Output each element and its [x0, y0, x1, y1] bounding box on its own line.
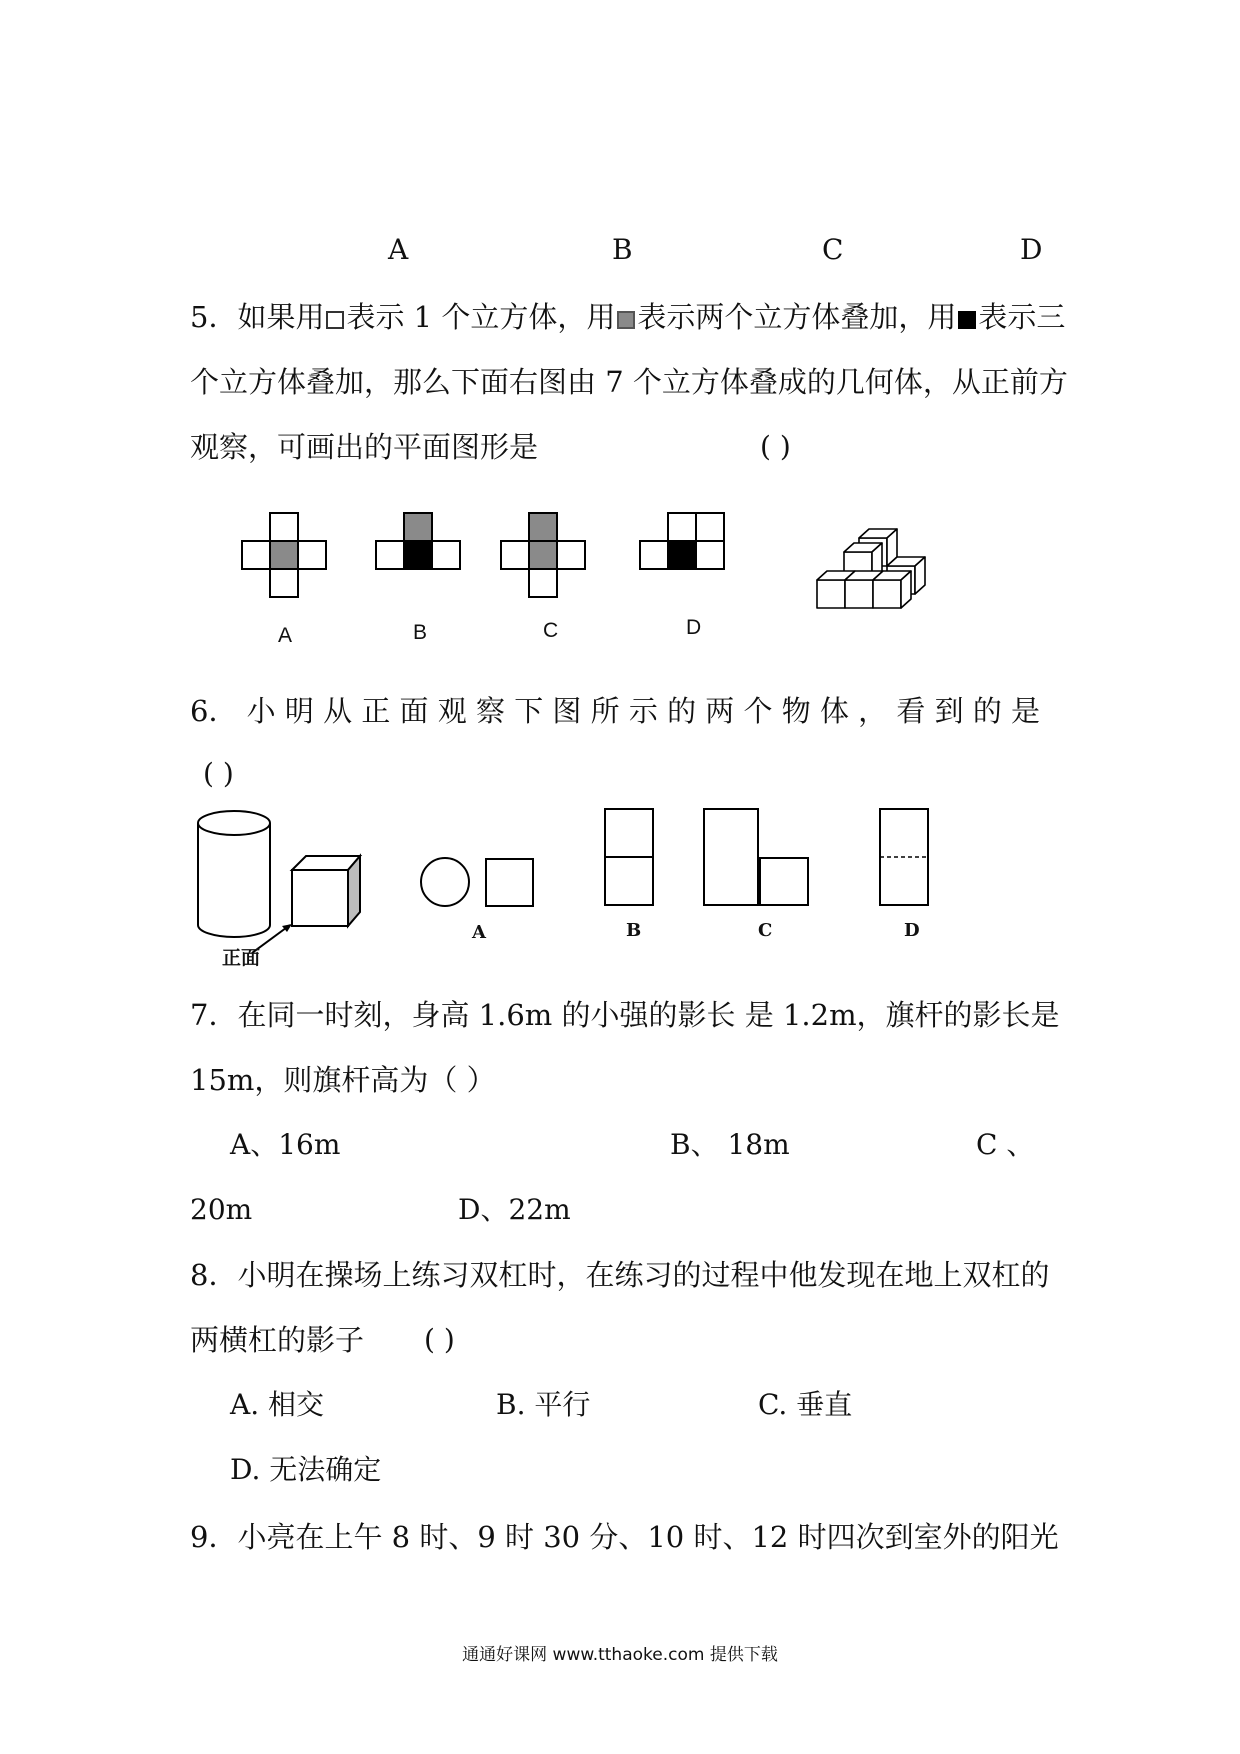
page-footer: 通通好课网 www.tthaoke.com 提供下载 — [462, 1645, 778, 1665]
q8-line-2: 两横杠的影子 — [190, 1323, 365, 1357]
q4-option-d: D — [1020, 233, 1043, 266]
q4-option-c: C — [822, 233, 844, 266]
q6-label-a: A — [472, 922, 486, 943]
q8-option-d: D. 无法确定 — [230, 1453, 382, 1486]
q5-line-2: 个立方体叠加，那么下面右图由 7 个立方体叠成的几何体，从正前方 — [190, 365, 1068, 399]
q6-option-c-figure — [703, 808, 823, 908]
q6-answer-paren: ( ) — [203, 757, 234, 790]
q8-answer-paren: ( ) — [424, 1323, 455, 1356]
q5-one-cube-text: 表示 1 个立方体，用 — [346, 300, 616, 334]
q6-option-b-figure — [604, 808, 664, 908]
white-square-icon — [326, 311, 344, 329]
q6-line-1: 6． 小 明 从 正 面 观 察 下 图 所 示 的 两 个 物 体 ， 看 到 的 是 — [190, 694, 1041, 728]
q8-option-c: C. 垂直 — [758, 1388, 853, 1421]
black-square-icon — [958, 311, 976, 329]
q5-label-c: C — [543, 619, 559, 642]
q8-option-b: B. 平行 — [496, 1388, 591, 1421]
q5-label-d: D — [686, 616, 702, 639]
q7-line-1: 7．在同一时刻，身高 1.6m 的小强的影长 是 1.2m，旗杆的影长是 — [190, 998, 1060, 1032]
q5-prefix: 5．如果用 — [190, 300, 325, 334]
q6-option-a-figure — [420, 857, 540, 917]
q6-objects-figure — [190, 805, 390, 955]
q6-label-b: B — [626, 920, 642, 941]
q7-option-d: D、22m — [458, 1193, 571, 1226]
q9-line-1: 9．小亮在上午 8 时、9 时 30 分、10 时、12 时四次到室外的阳光 — [190, 1520, 1059, 1554]
q6-option-d-figure — [879, 808, 939, 908]
q7-option-c-value: 20m — [190, 1193, 253, 1226]
q5-line-3: 观察，可画出的平面图形是 — [190, 430, 539, 464]
q6-label-d: D — [904, 920, 920, 941]
q7-line-2: 15m，则旗杆高为（ ） — [190, 1063, 496, 1097]
q8-line-1: 8．小明在操场上练习双杠时，在练习的过程中他发现在地上双杠的 — [190, 1258, 1050, 1292]
q5-figure-b — [376, 512, 466, 582]
q5-label-b: B — [413, 621, 428, 644]
q5-stacked-cubes-figure — [814, 518, 934, 618]
q5-line-1 — [190, 300, 1066, 334]
q4-option-b: B — [612, 233, 633, 266]
q5-label-a: A — [278, 624, 293, 647]
q5-figure-d — [640, 512, 730, 582]
q5-two-cubes-text: 表示两个立方体叠加，用 — [637, 300, 957, 334]
q7-option-c: C 、 — [976, 1128, 1035, 1161]
q5-figure-a — [242, 512, 332, 602]
q6-front-label: 正面 — [222, 947, 261, 969]
gray-square-icon — [617, 311, 635, 329]
q7-option-b: B、 18m — [670, 1128, 790, 1161]
q6-label-c: C — [758, 920, 773, 941]
q5-three-cubes-text: 表示三 — [978, 300, 1066, 334]
q5-answer-paren: ( ) — [760, 430, 791, 463]
q5-figure-c — [501, 512, 591, 602]
q8-option-a: A. 相交 — [230, 1388, 325, 1421]
q4-option-a: A — [388, 233, 409, 266]
q7-option-a: A、16m — [230, 1128, 341, 1161]
